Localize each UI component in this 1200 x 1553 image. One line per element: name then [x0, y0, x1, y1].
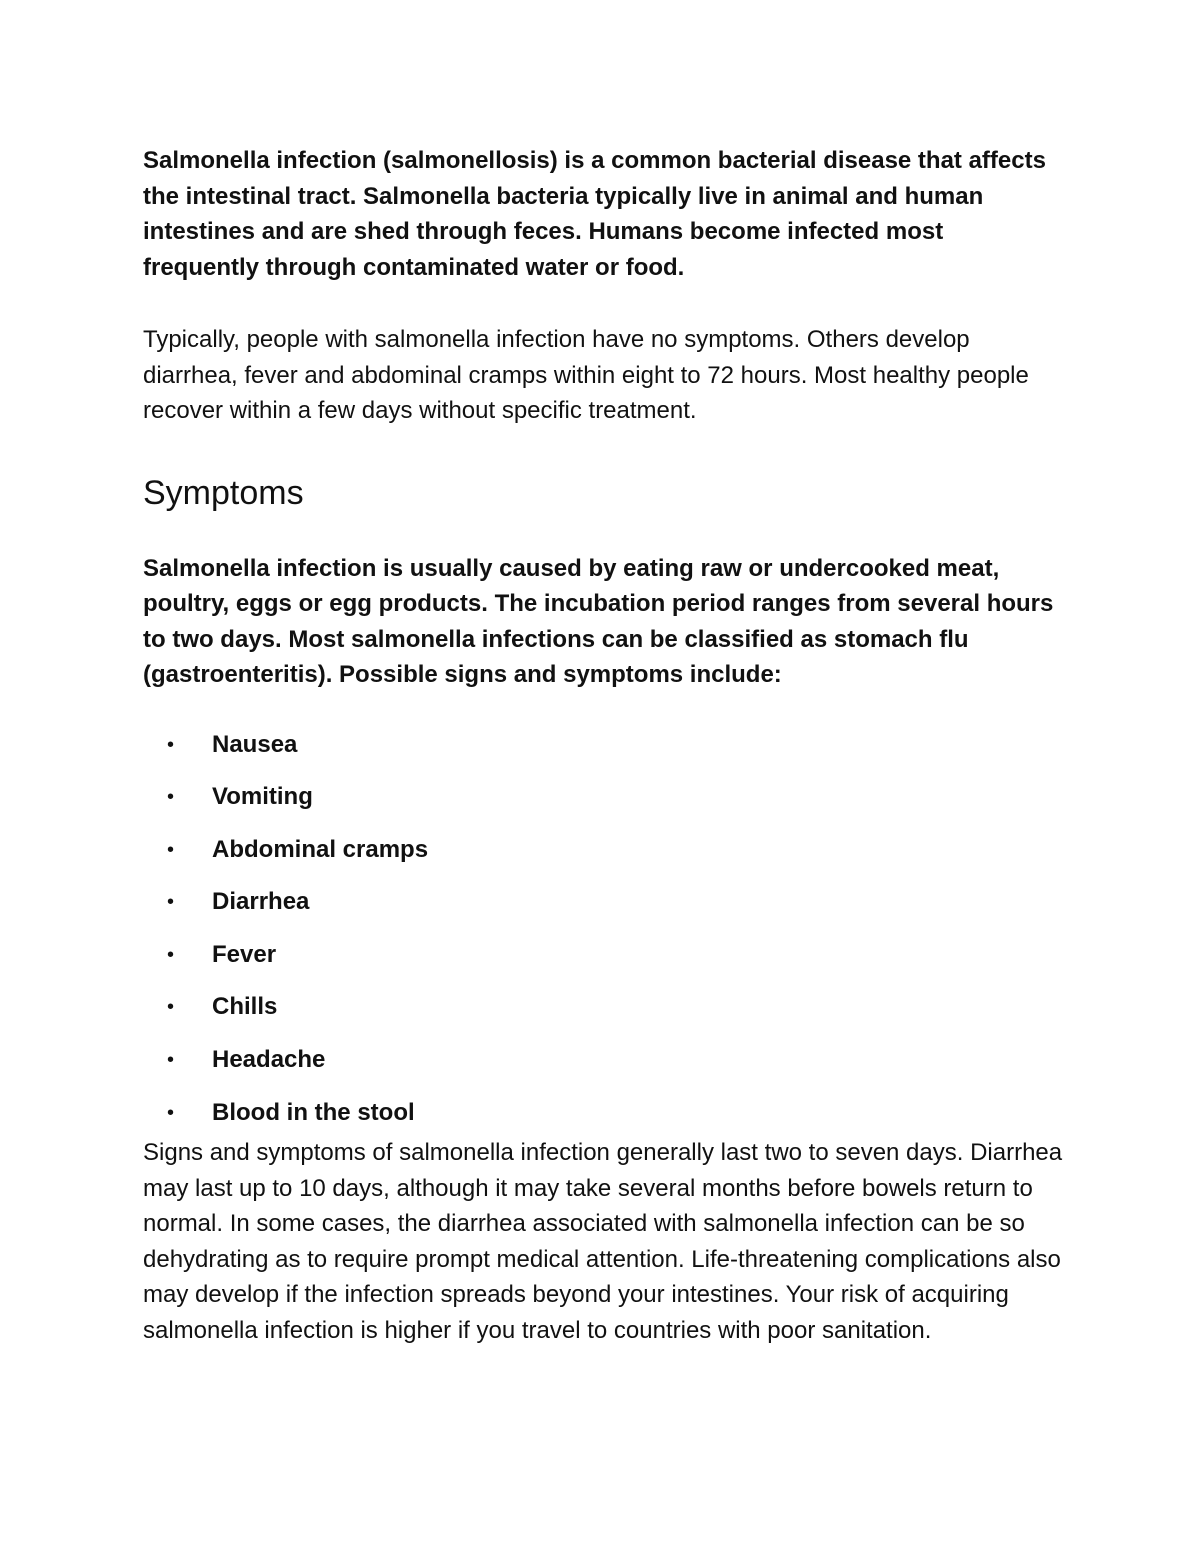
bullet-icon: •	[167, 838, 175, 861]
bullet-icon: •	[167, 786, 175, 809]
list-item	[143, 783, 1063, 811]
document-page	[143, 143, 1063, 1348]
intro-bold-paragraph: Salmonella infection (salmonellosis) is a common bacterial disease that affects the intestinal tract. Salmonella bacteria typically live in animal and human intestines and are shed through feces. Humans become infected most frequently through contaminated water or food.	[143, 147, 1046, 281]
list-item	[143, 1099, 1063, 1127]
intro-paragraph: Typically, people with salmonella infection have no symptoms. Others develop diarrhea, fever and abdominal cramps within eight to 72 hours. Most healthy people recover within a few days without specific treatment.	[143, 326, 1029, 424]
closing-paragraph: Signs and symptoms of salmonella infection generally last two to seven days. Diarrhea may last up to 10 days, although it may take several months before bowels return to normal. In some cases, the diarrhea associated with salmonella infection can be so dehydrating as to require prompt medical attention. Life-threatening complications also may develop if the infection spreads beyond your intestines. Your risk of acquiring salmonella infection is higher if you travel to countries with poor sanitation.	[143, 1139, 1063, 1344]
list-item	[143, 941, 1063, 969]
bullet-icon: •	[167, 733, 175, 756]
list-item-label: Chills	[212, 993, 278, 1021]
bullet-icon: •	[167, 996, 175, 1019]
symptoms-list	[143, 731, 1063, 1127]
list-item-label: Headache	[212, 1046, 326, 1074]
bullet-icon: •	[167, 1049, 175, 1072]
list-item-label: Vomiting	[212, 783, 313, 811]
section-heading-symptoms: Symptoms	[143, 473, 304, 512]
bullet-icon: •	[167, 943, 175, 966]
list-item-label: Blood in the stool	[212, 1098, 415, 1126]
list-item	[143, 731, 1063, 759]
bullet-icon: •	[167, 1101, 175, 1124]
list-item-label: Abdominal cramps	[212, 835, 429, 863]
bullet-icon: •	[167, 891, 175, 914]
list-item	[143, 993, 1063, 1021]
list-item	[143, 888, 1063, 916]
symptoms-intro-paragraph: Salmonella infection is usually caused by eating raw or undercooked meat, poultry, eggs or egg products. The incubation period ranges from several hours to two days. Most salmonella infections can be classified as stomach flu (gastroenteritis). Possible signs and symptoms include:	[143, 554, 1054, 688]
list-item-label: Diarrhea	[212, 888, 310, 916]
list-item	[143, 836, 1063, 864]
list-item	[143, 1046, 1063, 1074]
list-item-label: Nausea	[212, 730, 298, 758]
list-item-label: Fever	[212, 940, 277, 968]
